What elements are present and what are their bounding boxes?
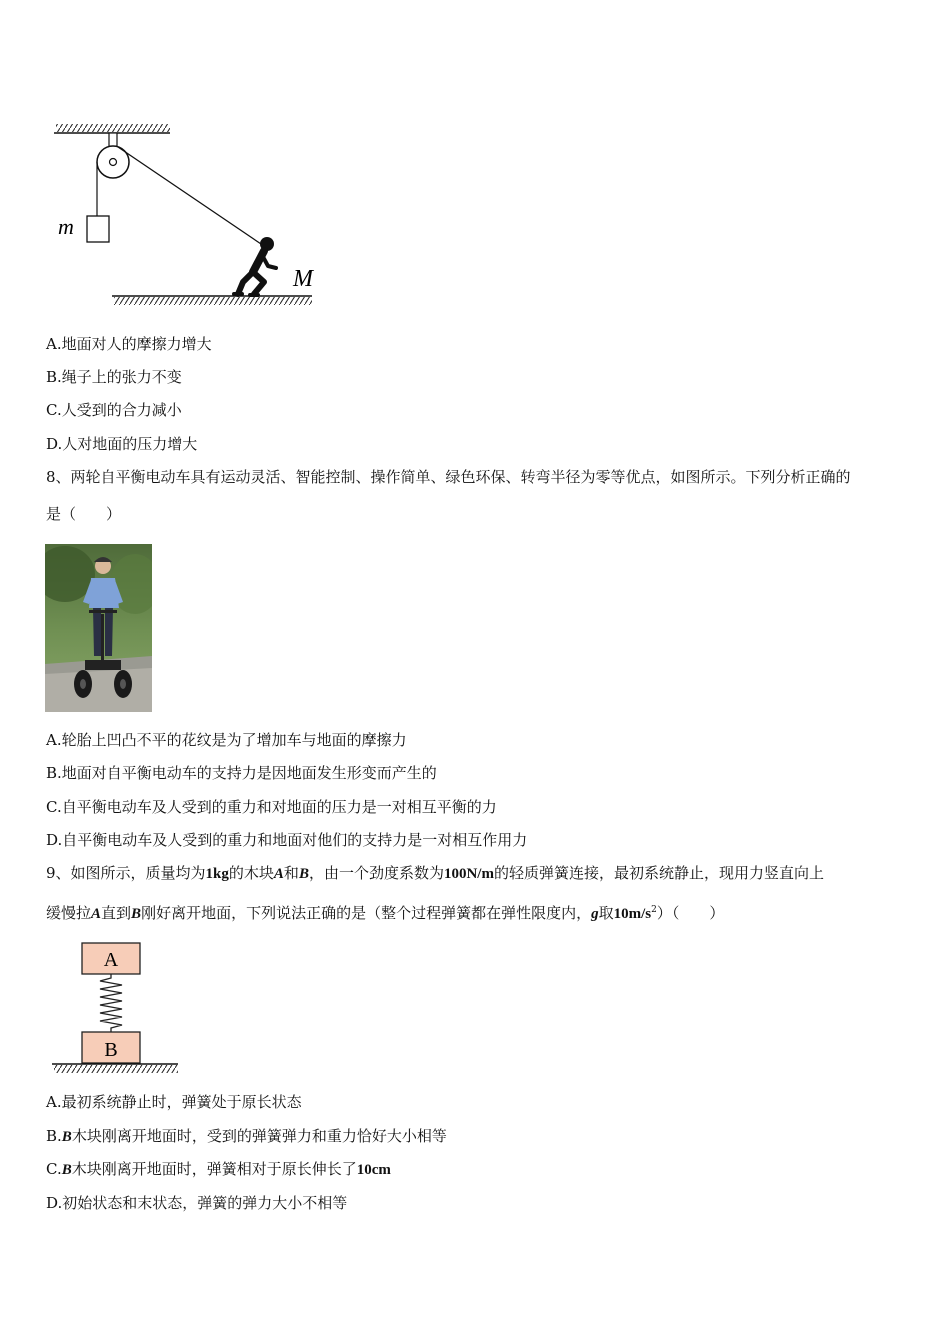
mass-block [87, 216, 109, 242]
q9-option-d[interactable]: D.初始状态和末状态，弹簧的弹力大小不相等 [46, 1194, 348, 1212]
q7-option-d[interactable]: D.人对地面的压力增大 [46, 435, 198, 453]
label-m: m [58, 214, 74, 239]
q8-option-d[interactable]: D.自平衡电动车及人受到的重力和地面对他们的支持力是一对相互作用力 [46, 831, 528, 849]
pulley-figure [50, 120, 330, 310]
spring-blocks-figure [50, 940, 182, 1076]
q8-option-a[interactable]: A.轮胎上凹凸不平的花纹是为了增加车与地面的摩擦力 [46, 731, 407, 749]
svg-text:B: B [104, 1039, 118, 1061]
q7-option-a[interactable]: A.地面对人的摩擦力增大 [46, 335, 212, 353]
label-M: M [293, 266, 313, 292]
block-a [82, 943, 140, 974]
q8-option-b[interactable]: B.地面对自平衡电动车的支持力是因地面发生形变而产生的 [46, 764, 437, 782]
person-figure [234, 237, 276, 295]
ground [112, 296, 312, 305]
q8-stem-line1: 8、两轮自平衡电动车具有运动灵活、智能控制、操作简单、绿色环保、转弯半径为零等优点，如图所示。下列分析正确的 [46, 468, 851, 486]
segway-photo [45, 544, 152, 712]
q9-option-a[interactable]: A.最初系统静止时，弹簧处于原长状态 [46, 1093, 302, 1111]
q7-option-c[interactable]: C.人受到的合力减小 [46, 401, 182, 419]
q7-option-b[interactable]: B.绳子上的张力不变 [46, 368, 182, 386]
q9-stem-line1: 9、如图所示，质量均为1kg的木块A和B，由一个劲度系数为100N/m的轻质弹簧连接，最初系统静止，现用力竖直向上 [46, 864, 824, 882]
ground-2 [52, 1064, 178, 1073]
q8-option-c[interactable]: C.自平衡电动车及人受到的重力和对地面的压力是一对相互平衡的力 [46, 798, 497, 816]
spring [100, 974, 122, 1032]
q8-stem-line2: 是（ ） [46, 505, 122, 523]
svg-text:A: A [103, 949, 119, 971]
q9-option-b[interactable]: B.B木块刚离开地面时，受到的弹簧弹力和重力恰好大小相等 [46, 1127, 447, 1145]
q9-option-c[interactable]: C.B木块刚离开地面时，弹簧相对于原长伸长了10cm [46, 1160, 391, 1178]
ceiling [54, 124, 170, 133]
rope-to-person [118, 147, 264, 246]
block-b [82, 1032, 140, 1063]
q9-stem-line2: 缓慢拉A直到B刚好离开地面，下列说法正确的是（整个过程弹簧都在弹性限度内，g取$10m/s^2$）（ ） [46, 904, 725, 922]
